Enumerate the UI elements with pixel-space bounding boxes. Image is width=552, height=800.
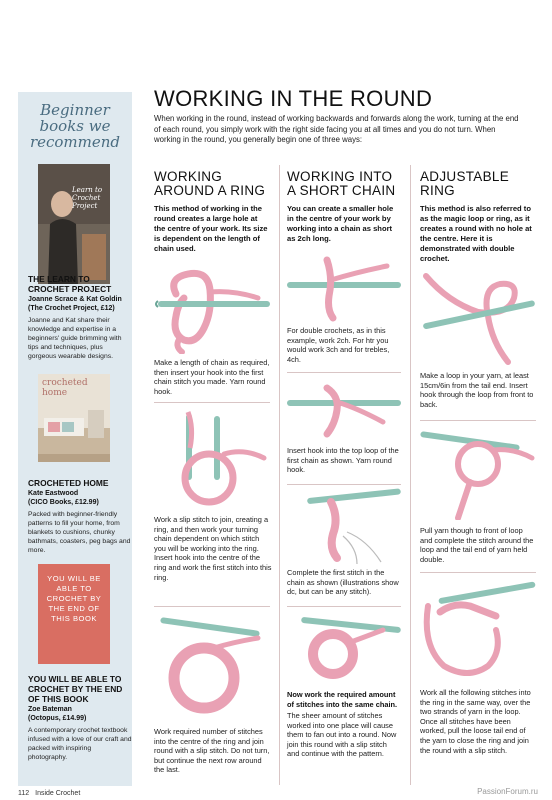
watermark: PassionForum.ru [477, 787, 538, 796]
illustration-chain-ring [154, 268, 272, 359]
step-text: Work a slip stitch to join, creating a ring, and then work your turning chain dependent on which stitch you will be working into the ring. Insert hook into the centre of the ring and work the first stitch into this ring. [154, 515, 272, 582]
step-text: Pull yarn though to front of loop and complete the stitch around the loop and the tail end of yarn held double. [420, 526, 534, 564]
book-item: CROCHETED HOME Kate Eastwood (CICO Books, £12.99) Packed with beginner-friendly patterns to fill your home, from blankets to cushions, chunky bathmats, coasters, peg bags and more. [28, 478, 131, 554]
book-cover-crocheted-home [38, 374, 110, 462]
column-divider [410, 165, 411, 785]
book-item: YOU WILL BE ABLE TO CROCHET BY THE END OF THIS BOOK Zoe Bateman (Octopus, £14.99) A contemporary crochet textbook infused with a love of our craft and packed with inspiring photography. [28, 674, 132, 761]
column-lead: This method is also referred to as the magic loop or ring, as it creates a round with no hole at the centre. Here it is demonstrated with double crochet. [420, 204, 532, 263]
book-cover-title: Learn to Crochet Project [72, 186, 103, 210]
step-divider [420, 420, 536, 421]
step-text: The sheer amount of stitches worked into one place will cause them to fan out into a round. Now join this round with a slip stitch and continue with the pattern. [287, 711, 397, 759]
illustration-close-ring [418, 576, 536, 685]
step-divider [287, 372, 401, 373]
illustration-insert-hook [287, 378, 403, 447]
illustration-make-loop [418, 272, 536, 371]
illustration-stitches-in-ring [154, 612, 272, 725]
step-text: For double crochets, as in this example, work 2ch. For htr you would work 3ch and for trebles, 4ch. [287, 326, 390, 364]
step-divider [154, 402, 270, 403]
sidebar-heading: Beginner books we recommend [29, 101, 121, 151]
book-cover-learn-to-crochet [38, 164, 110, 284]
step-text: Make a loop in your yarn, at least 15cm/6in from the tail end. Insert hook through the loop from front to back. [420, 371, 534, 409]
illustration-short-chain [287, 252, 403, 327]
column-heading: WORKING INTO A SHORT CHAIN [287, 169, 396, 198]
illustration-pull-yarn [418, 424, 536, 525]
intro-paragraph: When working in the round, instead of working backwards and forwards along the work, turning at the end of each round, you simply work with the right side facing you at all times and you do not turn. When working in the round, you generally begin one of three ways: [154, 114, 519, 144]
page-number: 112 [18, 790, 30, 797]
book-cover-title: YOU WILL BE ABLE TO CROCHET BY THE END OF THIS BOOK [46, 574, 102, 623]
column-lead: This method of working in the round creates a large hole at the centre of your work. Its size is dependent on the length of chain used. [154, 204, 268, 253]
column-heading: WORKING AROUND A RING [154, 169, 266, 198]
step-divider [287, 606, 401, 607]
column-heading: ADJUSTABLE RING [420, 169, 510, 198]
step-text: Make a length of chain as required, then insert your hook into the first chain stitch you made. Yarn round hook. [154, 358, 270, 396]
step-text: Now work the required amount of stitches into the same chain. [287, 690, 398, 709]
book-item: THE LEARN TO CROCHET PROJECT Joanne Scrace & Kat Goldin (The Crochet Project, £12) Joanne and Kat share their knowledge and expertise in a beginners' guide brimming with tips and techniques, plus gorgeous wearable designs. [28, 274, 122, 360]
step-text: Work required number of stitches into the centre of the ring and join round with a slip stitch. Do not turn, but continue the next row around the last. [154, 727, 270, 775]
step-text: Complete the first stitch in the chain as shown (illustrations show dc, but can be any stitch). [287, 568, 399, 597]
step-divider [420, 572, 536, 573]
sidebar [18, 92, 132, 786]
step-text: Insert hook into the top loop of the first chain as shown. Yarn round hook. [287, 446, 399, 475]
column-divider [279, 165, 280, 785]
book-cover-you-will-be-able [38, 564, 110, 664]
step-divider [154, 606, 270, 607]
step-text: Work all the following stitches into the ring in the same way, over the two strands of yarn in the loop. Once all stitches have been worked, pull the loose tail end of the yarn to close the ring and join the round with a slip stitch. [420, 688, 531, 755]
magazine-name: Inside Crochet [35, 790, 81, 797]
step-divider [287, 484, 401, 485]
book-cover-title: crocheted home [42, 378, 88, 398]
page-footer [18, 790, 80, 797]
illustration-slip-stitch-ring [154, 408, 272, 513]
page-title: WORKING IN THE ROUND [154, 86, 433, 111]
illustration-first-stitch [287, 488, 403, 569]
illustration-fanned-round [287, 610, 403, 691]
column-lead: You can create a smaller hole in the centre of your work by working into a chain as short as 2ch long. [287, 204, 394, 243]
